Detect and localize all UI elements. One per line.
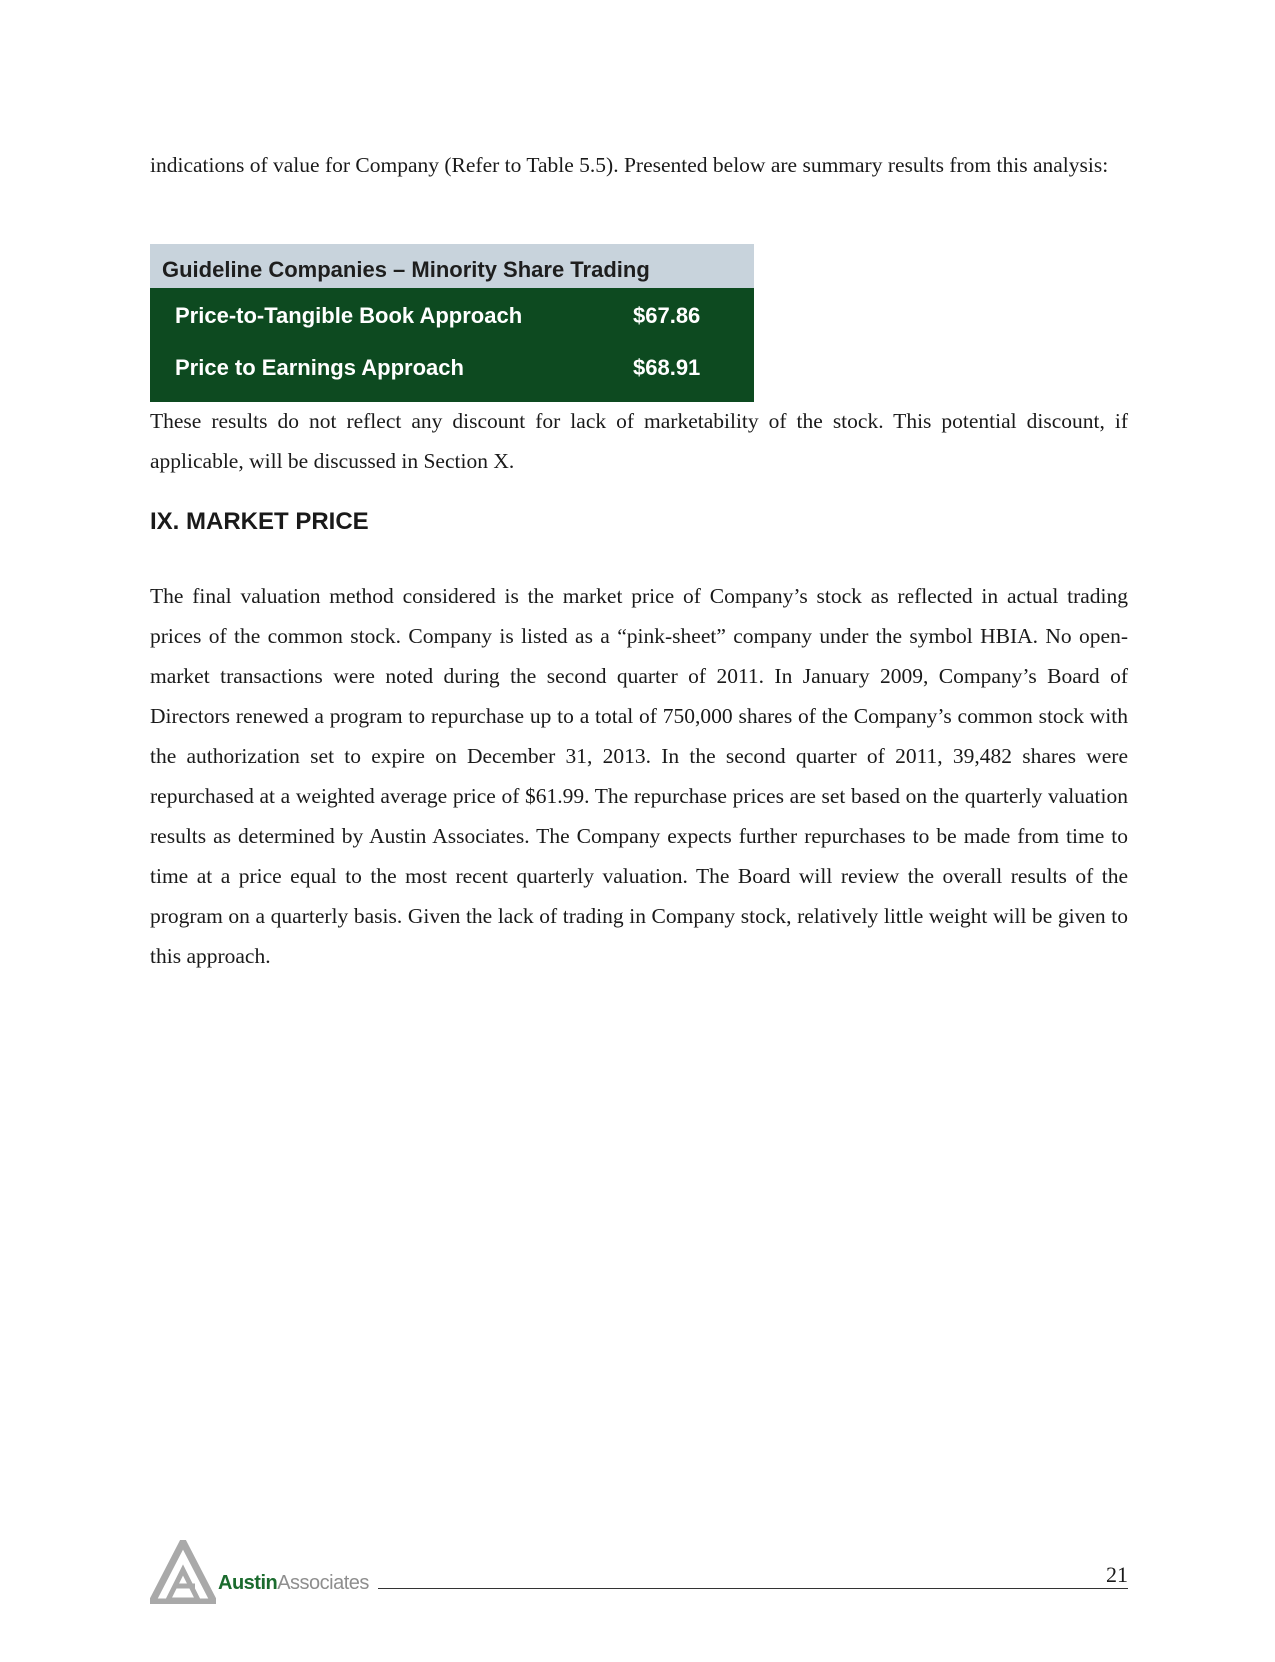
row-label: Price to Earnings Approach bbox=[175, 355, 464, 380]
table-row bbox=[150, 294, 754, 346]
logo-associates-text: Associates bbox=[277, 1572, 369, 1594]
page-number: 21 bbox=[1106, 1562, 1128, 1587]
logo-wordmark bbox=[218, 1572, 369, 1595]
intro-paragraph: indications of value for Company (Refer to Table 5.5). Presented below are summary results from this analysis: bbox=[150, 153, 1109, 177]
row-value: $67.86 bbox=[633, 303, 701, 328]
post-table-paragraph: These results do not reflect any discount for lack of marketability of the stock. This potential discount, if applicable, will be discussed in Section X. bbox=[150, 409, 1128, 473]
footer-divider bbox=[378, 1588, 1128, 1589]
summary-table bbox=[150, 244, 754, 402]
logo-austin-text: Austin bbox=[218, 1572, 278, 1594]
summary-table-title: Guideline Companies – Minority Share Trading bbox=[150, 244, 754, 288]
triangle-logo-icon bbox=[150, 1540, 216, 1604]
table-row bbox=[150, 346, 754, 398]
row-label: Price-to-Tangible Book Approach bbox=[175, 303, 523, 328]
summary-table-body bbox=[150, 288, 754, 402]
company-logo bbox=[150, 1540, 385, 1604]
row-value: $68.91 bbox=[633, 355, 701, 380]
section-heading: IX. MARKET PRICE bbox=[150, 508, 369, 535]
market-price-paragraph: The final valuation method considered is the market price of Company’s stock as reflected in actual trading prices of the common stock. Company is listed as a “pink-sheet” company under the symbol HBIA. No open-market transactions were noted during the second quarter of 2011. In January 2009, Company’s Board of Directors renewed a program to repurchase up to a total of 750,000 shares of the Company’s common stock with the authorization set to expire on December 31, 2013. In the second quarter of 2011, 39,482 shares were repurchased at a weighted average price of $61.99. The repurchase prices are set based on the quarterly valuation results as determined by Austin Associates. The Company expects further repurchases to be made from time to time at a price equal to the most recent quarterly valuation. The Board will review the overall results of the program on a quarterly basis. Given the lack of trading in Company stock, relatively little weight will be given to this approach. bbox=[150, 584, 1128, 968]
